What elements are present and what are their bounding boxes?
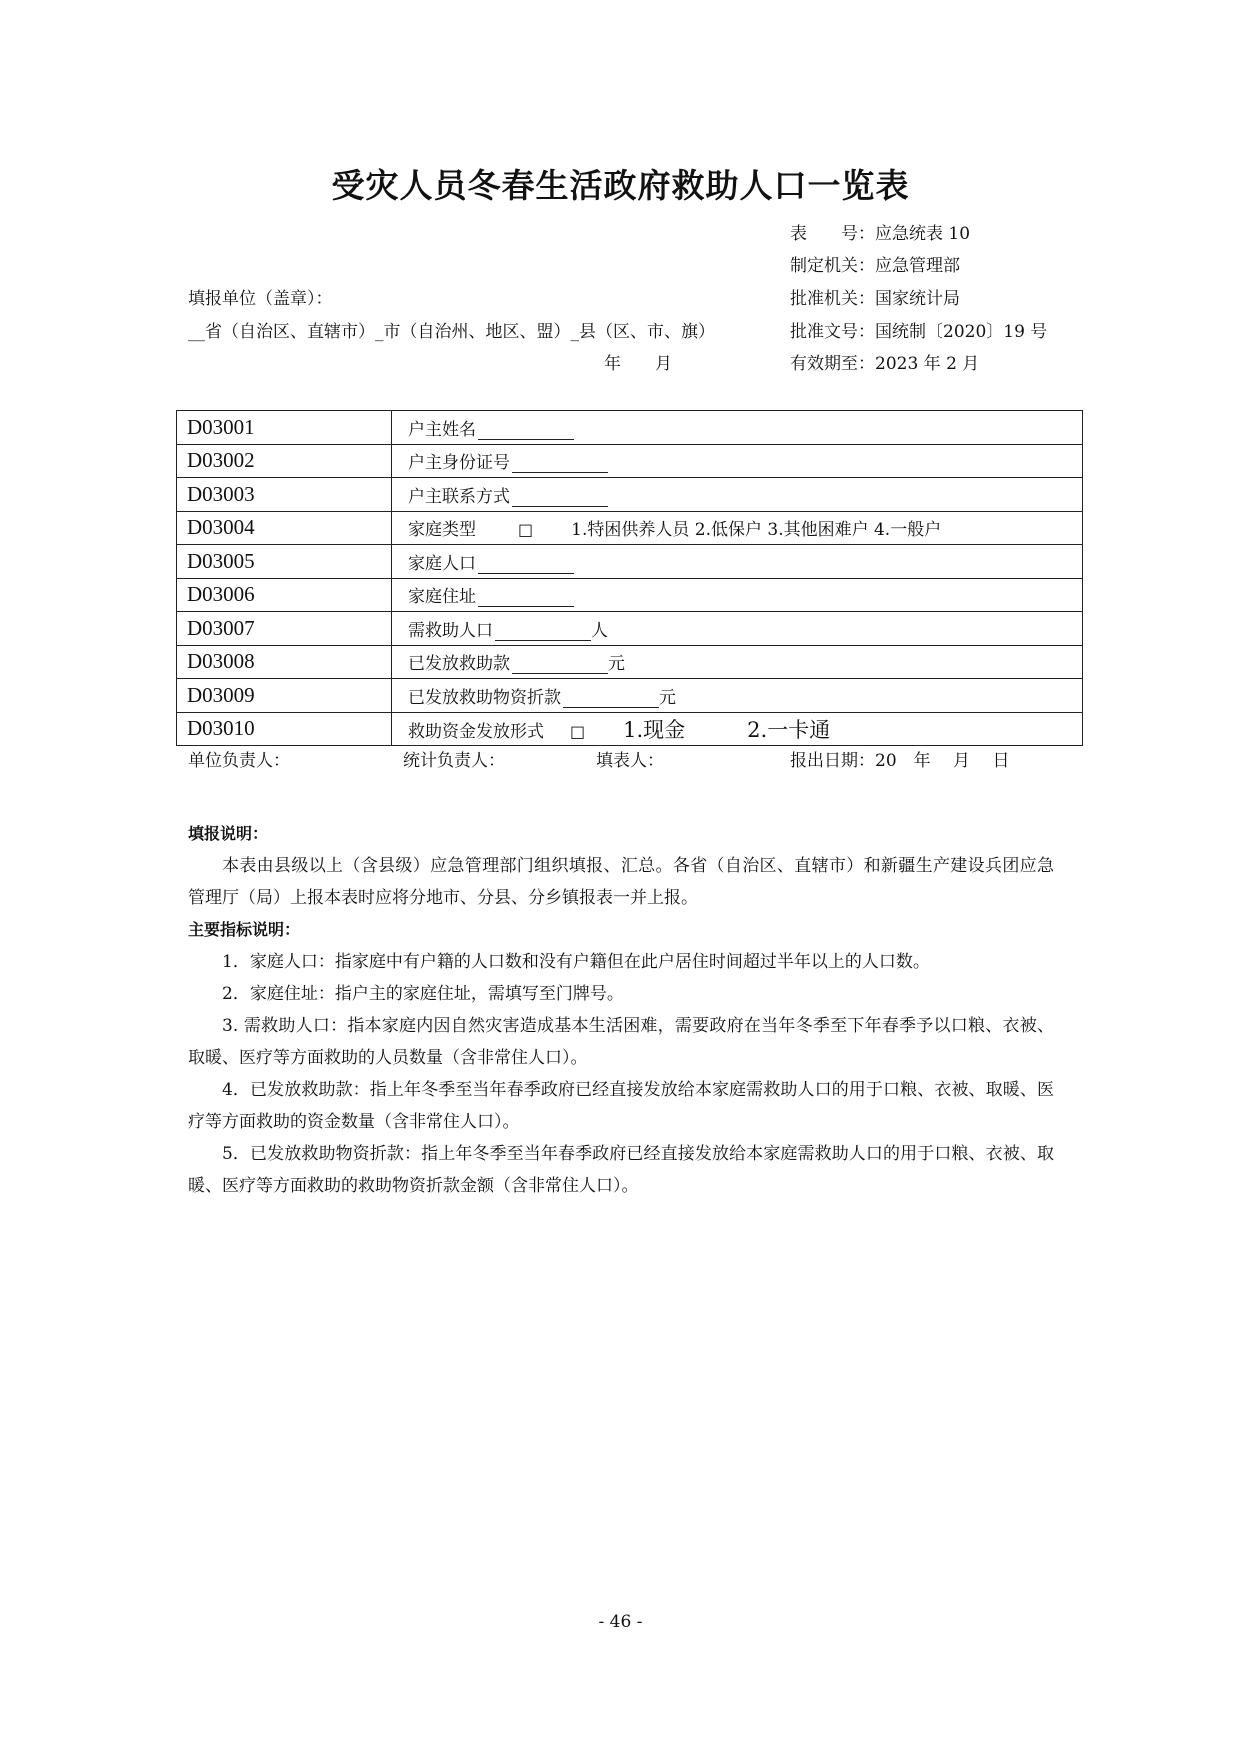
row-label: 救助资金发放形式: [408, 721, 544, 742]
indicator-item: 4．已发放救助款：指上年冬季至当年春季政府已经直接发放给本家庭需救助人口的用于口粮、衣被、取暖、医疗等方面救助的资金数量（含非常住人口）。: [188, 1080, 1054, 1132]
indicator-item: 3. 需救助人口：指本家庭内因自然灾害造成基本生活困难，需要政府在当年冬季至下年春季予以口粮、衣被、取暖、医疗等方面救助的人员数量（含非常住人口）。: [188, 1016, 1054, 1068]
row-code: D03007: [177, 612, 392, 646]
row-label: 家庭类型: [408, 520, 476, 541]
checkbox-icon[interactable]: □: [518, 520, 534, 540]
indicator-item: 1．家庭人口：指家庭中有户籍的人口数和没有户籍但在此户居住时间超过半年以上的人口数。: [222, 952, 930, 972]
row-code: D03003: [177, 478, 392, 512]
row-code: D03010: [177, 712, 392, 746]
fill-blank[interactable]: [495, 622, 591, 641]
fill-blank[interactable]: [478, 588, 574, 607]
indicator-item: 2．家庭住址：指户主的家庭住址，需填写至门牌号。: [222, 984, 624, 1004]
table-row: [177, 511, 1083, 545]
row-field[interactable]: [392, 578, 1083, 612]
table-row: [177, 478, 1083, 512]
table-row: [177, 411, 1083, 445]
row-field[interactable]: [392, 645, 1083, 679]
row-code: D03009: [177, 679, 392, 713]
table-row: [177, 645, 1083, 679]
table-row: [177, 545, 1083, 579]
row-field[interactable]: [392, 478, 1083, 512]
option-list: 1.特困供养人员 2.低保户 3.其他困难户 4.一般户: [571, 520, 942, 541]
page-number: - 46 -: [598, 1612, 643, 1632]
page-title: 受灾人员冬春生活政府救助人口一览表: [331, 166, 910, 205]
option-cash: 1.现金: [623, 717, 686, 742]
indicator-item: 5．已发放救助物资折款：指上年冬季至当年春季政府已经直接发放给本家庭需救助人口的用于口粮、衣被、取暖、医疗等方面救助的救助物资折款金额（含非常住人口）。: [188, 1144, 1054, 1196]
row-code: D03001: [177, 411, 392, 445]
notes-section: [188, 818, 1054, 1202]
report-date: 报出日期：20 年 月 日: [790, 751, 1010, 771]
stat-head-signature: 统计负责人：: [403, 751, 505, 771]
option-card: 2.一卡通: [747, 717, 831, 742]
form-table: [176, 410, 1083, 746]
row-label: 家庭人口: [408, 553, 476, 574]
indicator-heading: 主要指标说明：: [188, 920, 301, 939]
approval-number: 批准文号：国统制〔2020〕19 号: [790, 322, 1048, 342]
fill-blank[interactable]: [478, 555, 574, 574]
row-label: 已发放救助款: [408, 654, 510, 675]
row-field[interactable]: [392, 411, 1083, 445]
fill-instructions-text: 本表由县级以上（含县级）应急管理部门组织填报、汇总。各省（自治区、直辖市）和新疆生产建设兵团应急管理厅（局）上报本表时应将分地市、分县、分乡镇报表一并上报。: [188, 856, 1054, 908]
issuing-authority: 制定机关：应急管理部: [790, 256, 960, 276]
row-code: D03002: [177, 444, 392, 478]
filler-signature: 填表人：: [596, 751, 664, 771]
row-label: 户主联系方式: [408, 486, 510, 507]
row-label: 家庭住址: [408, 587, 476, 608]
row-code: D03006: [177, 578, 392, 612]
row-label: 户主姓名: [408, 419, 476, 440]
fill-instructions-heading: 填报说明：: [188, 824, 269, 843]
table-row: [177, 578, 1083, 612]
row-field[interactable]: [392, 545, 1083, 579]
row-label: 需救助人口: [408, 620, 493, 641]
region-line: __省（自治区、直辖市）_市（自治州、地区、盟）_县（区、市、旗）: [188, 322, 715, 342]
table-row: [177, 444, 1083, 478]
row-field[interactable]: [392, 511, 1083, 545]
unit-suffix: 元: [608, 654, 625, 675]
fill-blank[interactable]: [563, 689, 659, 708]
unit-head-signature: 单位负责人：: [188, 751, 290, 771]
table-row: [177, 612, 1083, 646]
row-field[interactable]: [392, 444, 1083, 478]
year-month: 年 月: [604, 354, 672, 374]
table-row: [177, 712, 1083, 746]
table-number: 表 号：应急统表 10: [790, 224, 971, 244]
unit-suffix: 元: [659, 687, 676, 708]
row-code: D03008: [177, 645, 392, 679]
row-field[interactable]: [392, 612, 1083, 646]
approving-authority: 批准机关：国家统计局: [790, 289, 960, 309]
row-code: D03004: [177, 511, 392, 545]
checkbox-icon[interactable]: □: [570, 721, 586, 741]
fill-blank[interactable]: [512, 655, 608, 674]
row-label: 户主身份证号: [408, 453, 510, 474]
row-field[interactable]: [392, 679, 1083, 713]
fill-blank[interactable]: [512, 454, 608, 473]
filling-unit: 填报单位（盖章）：: [188, 289, 333, 309]
row-field[interactable]: [392, 712, 1083, 746]
table-row: [177, 679, 1083, 713]
unit-suffix: 人: [591, 620, 608, 641]
fill-blank[interactable]: [478, 421, 574, 440]
row-label: 已发放救助物资折款: [408, 687, 561, 708]
valid-until: 有效期至：2023 年 2 月: [790, 354, 980, 374]
fill-blank[interactable]: [512, 488, 608, 507]
row-code: D03005: [177, 545, 392, 579]
